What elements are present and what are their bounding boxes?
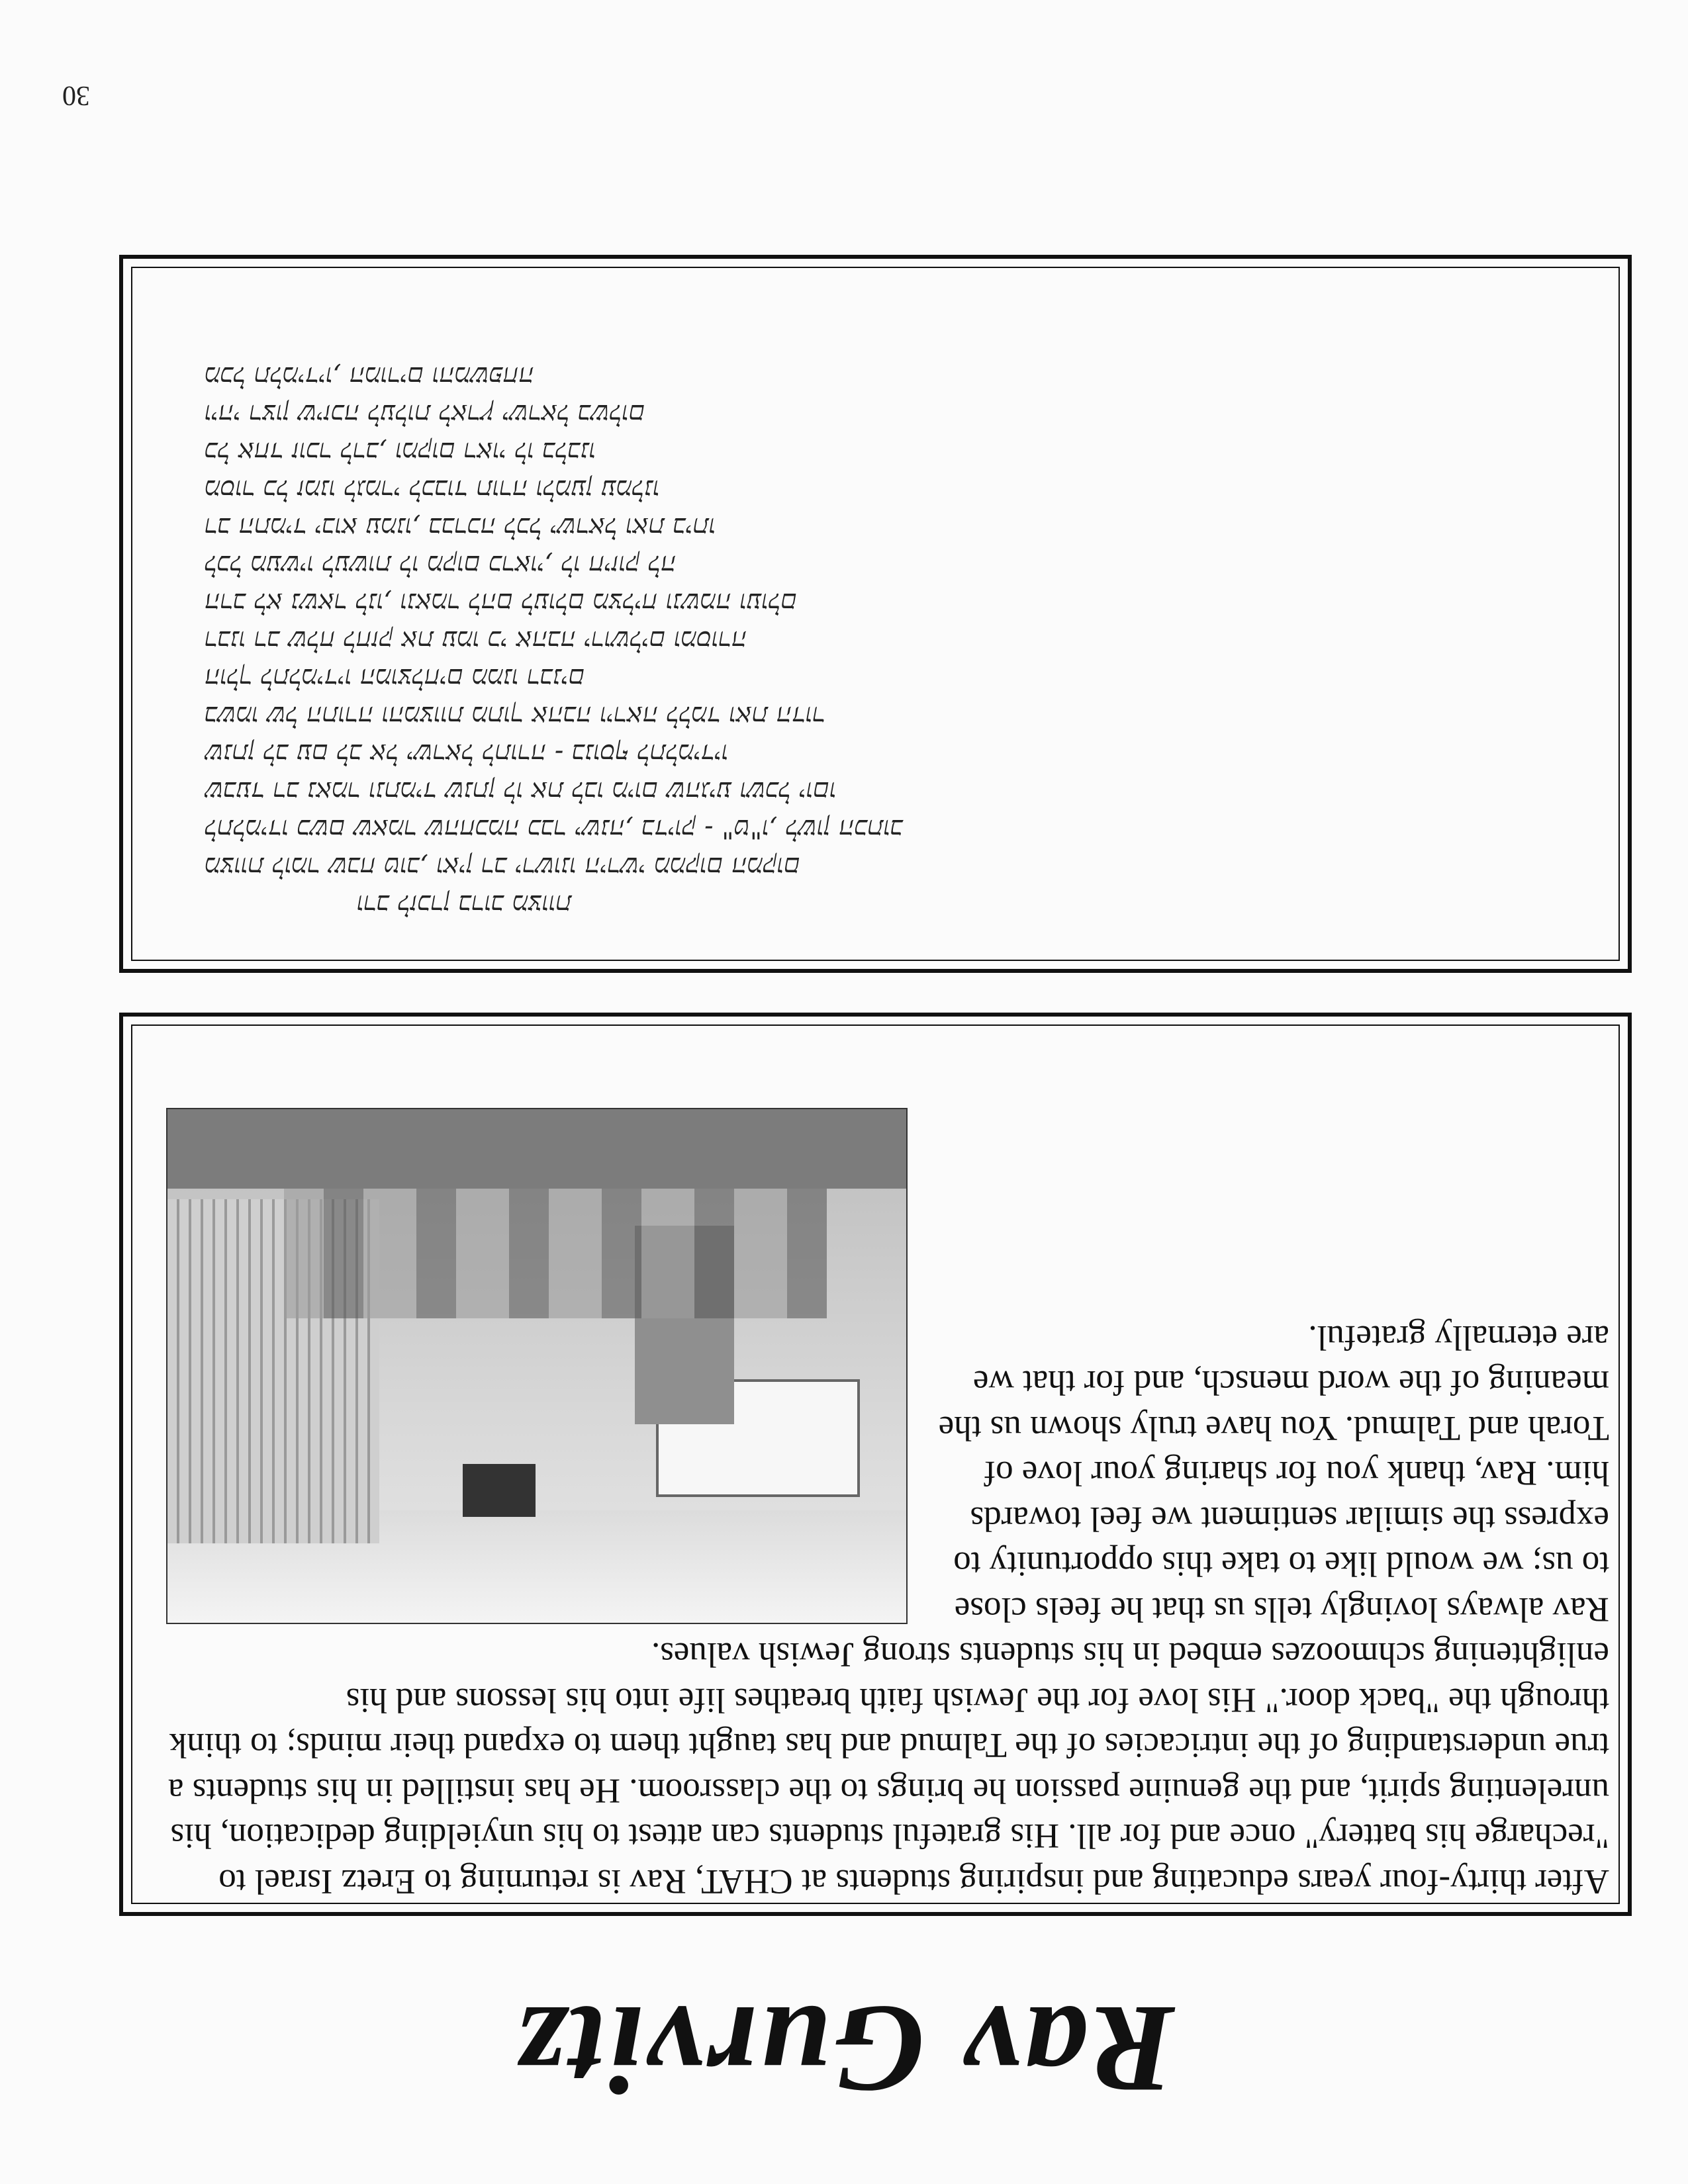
note-line: לתלמידו כשם שאמר שהחכמה כבר ישנה, בדיוק - "ט"ו, לשון הכתוב xyxy=(205,813,903,844)
note-line: הולך לתלמידיו המוצלחים ממנו רבנים xyxy=(205,662,585,693)
article-box xyxy=(119,1013,1632,1916)
note-line: כל אחד זוכר לרב, ומקום ראוי לו בלבנו xyxy=(205,436,596,467)
article-text xyxy=(166,1100,1609,1904)
photo-floor xyxy=(167,1109,906,1189)
note-line: בשמו של התורה והמצוות מתוך אהבה ויראה ללמד ואת הדור xyxy=(205,700,825,731)
page-number: 30 xyxy=(62,80,90,111)
note-line: מכל תלמידיו, המורים והמשפחה xyxy=(205,361,534,391)
note-line: לכל מעשיו לעשות לו מקום כראוי, לו חיזוק לה xyxy=(205,549,677,580)
page-title: Rav Gurvitz xyxy=(512,1979,1176,2118)
note-line: שנתן לב עם לב אל ישראל לתורה - בנוסף לתלמידיו xyxy=(205,738,729,768)
article-closing: Rav always lovingly tells us that he feels close to us; we would like to take this opportunity to express the similar sentiment we feel towards him. Rav, thank you for sharing your love of Torah and Talmud. You have truly shown us the meaning of the word mensch, and for that we are eternally grateful. xyxy=(938,1318,1609,1629)
photo-tv xyxy=(463,1464,536,1517)
handwritten-note xyxy=(205,357,1568,923)
note-line: רבנו רב שלח לחזק את עמו כי אהבה ירושלים ומסורה xyxy=(205,625,747,655)
note-line: רב התמיד יבוא עמנו, בברכה לכל ישראל ואת ביתו xyxy=(205,512,716,542)
note-line: הרב לא נשאר לנו, ונאמר להם לעולם מצליח ונשמה ועולם xyxy=(205,587,798,617)
article-intro: After thirty-four years educating and inspiring students at CHAT, Rav is returning to Eretz Israel to "recharge his battery" once and for all. His grateful students can attest to his unyielding dedication, his unrelenting spirit, and the genuine passion he brings to the classroom. He has instilled in his students a true understanding of the intricacies of the Talmud and has taught them to expand their minds; to think through the "back door." His love for the Jewish faith breathes life into his lessons and his enlightening schmoozes embed in his students strong Jewish values. xyxy=(167,1635,1609,1901)
note-line: מצוות לומר שבח טוב, ואין רב ירשונו הירשי ממקום המקום xyxy=(205,851,800,882)
classroom-photo xyxy=(166,1108,908,1624)
photo-container xyxy=(166,1108,908,1624)
note-line: ורב לזכרן ברוב מצוות xyxy=(357,889,572,919)
handwritten-note-box xyxy=(119,255,1632,973)
note-line: ויהי רצון שיזכה לעלות לארץ ישראל בשלום xyxy=(205,398,645,429)
note-line: שבעד רב נאמר ונתמיד שנתן לו את לבו מיום שהגיע ושכל יוםו xyxy=(205,776,837,806)
note-line: מסור כל זמנו לגמרי לכבוד תורה ולמען עמלנו xyxy=(205,474,660,504)
